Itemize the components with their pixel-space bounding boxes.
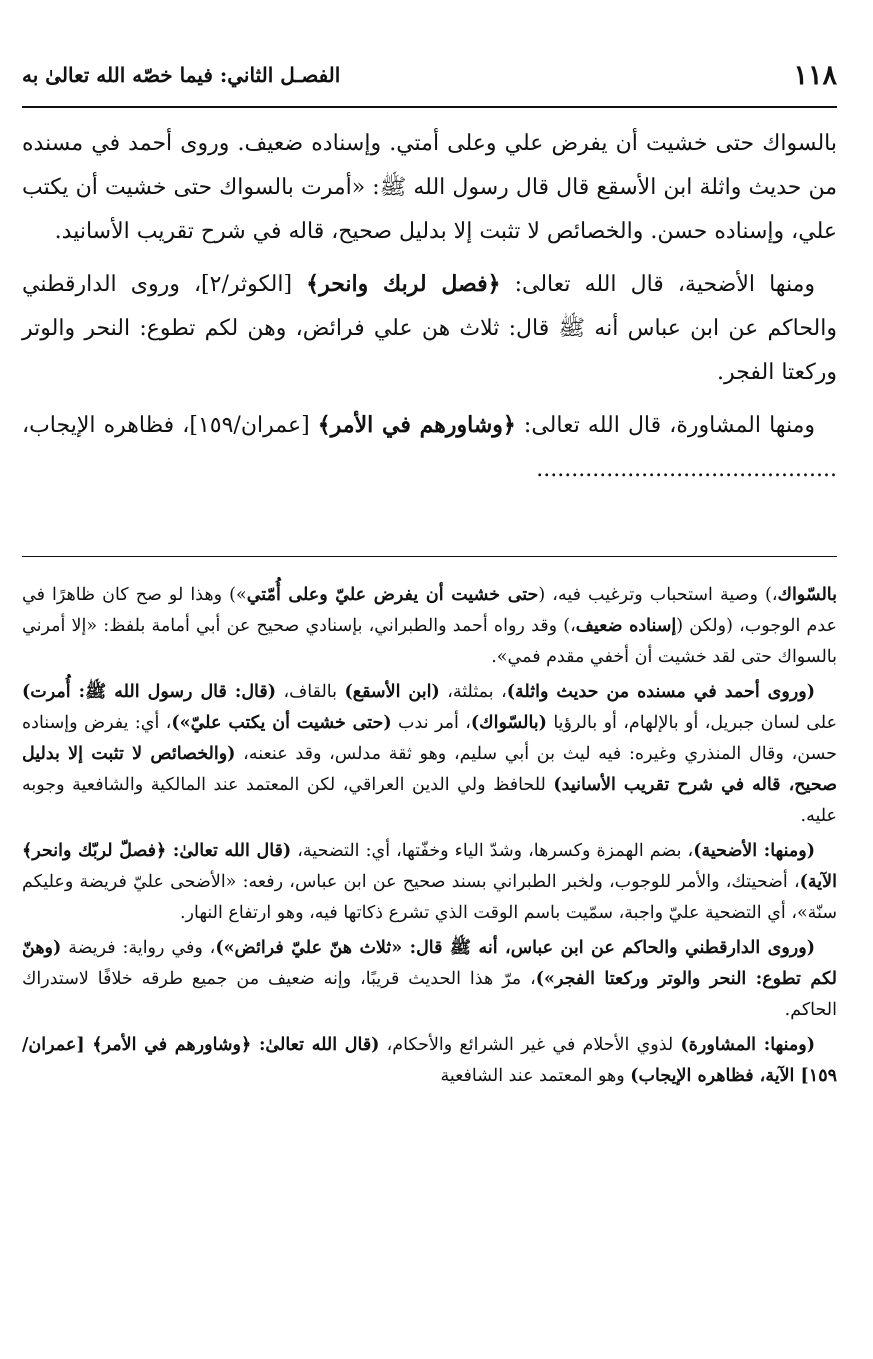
footnote-divider bbox=[22, 556, 837, 557]
commentary-paragraph: بالسّواك،) وصية استحباب وترغيب فيه، (حتى خشيت أن يفرض عليّ وعلى أُمّتي») وهذا لو صح كان ظاهرًا في عدم الوجوب، (ولكن (إسناده ضعيف،) وقد رواه أحمد والطبراني، بإسنادي صحيح عن أبي أمامة بلفظ: «إلا أمرني بالسواك حتى لقد خشيت أن أخفي مقدم فمي». bbox=[22, 585, 837, 667]
commentary-paragraph: (ومنها: المشاورة) لذوي الأحلام في غير الشرائع والأحكام، (قال الله تعالىٰ: ﴿وشاورهم في الأمر﴾ [عمران/ ١٥٩] الآية، فظاهره الإيجاب) وهو المعتمد عند الشافعية bbox=[22, 1035, 837, 1086]
main-paragraph: بالسواك حتى خشيت أن يفرض علي وعلى أمتي. وإسناده ضعيف. وروى أحمد في مسنده من حديث واثلة ابن الأسقع قال قال رسول الله ﷺ: «أمرت بالسواك حتى خشيت أن يكتب علي، وإسناده حسن. والخصائص لا تثبت إلا بدليل صحيح، قاله في شرح تقريب الأسانيد. bbox=[22, 131, 837, 244]
page-header bbox=[22, 48, 837, 98]
commentary-paragraph: (ومنها: الأضحية)، بضم الهمزة وكسرها، وشدّ الياء وخفّتها، أي: التضحية، (قال الله تعالىٰ: ﴿فصلّ لربّك وانحر﴾ الآية)، أضحيتك، والأمر للوجوب، ولخبر الطبراني بسند صحيح عن ابن عباس، رفعه: «الأضحى عليّ فريضة وعليكم سنّة»، أي التضحية عليّ واجبة، سمّيت باسم الوقت الذي تشرع ذكاتها فيه، وهو ارتفاع النهار. bbox=[22, 841, 837, 923]
commentary bbox=[22, 580, 837, 1096]
quran-verse: ﴿وشاورهم في الأمر﴾ bbox=[317, 412, 516, 438]
main-paragraph: ومنها المشاورة، قال الله تعالى: ﴿وشاورهم في الأمر﴾ [عمران/١٥٩]، فظاهره الإيجاب، ........................................... bbox=[22, 412, 837, 482]
main-text bbox=[22, 122, 837, 500]
commentary-paragraph: (وروى الدارقطني والحاكم عن ابن عباس، أنه ﷺ قال: «ثلاث هنّ عليّ فرائض»)، وفي رواية: فريضة (وهنّ لكم تطوع: النحر والوتر وركعتا الفجر»)، مرّ هذا الحديث قريبًا، وإنه ضعيف من جميع طرقه خلافًا لاستدراك الحاكم. bbox=[22, 938, 838, 1020]
page-number: ١١٨ bbox=[793, 60, 837, 91]
commentary-paragraph: (وروى أحمد في مسنده من حديث واثلة)، بمثلثة، (ابن الأسقع) بالقاف، (قال: قال رسول الله ﷺ: أُمرت) على لسان جبريل، أو بالإلهام، أو بالرؤيا (بالسّواك)، أمر ندب (حتى خشيت أن يكتب عليّ»)، أي: يفرض وإسناده حسن، وقال المنذري وغيره: فيه ليث بن أبي سليم، وهو ثقة مدلس، وقد عنعنه، (والخصائص لا تثبت إلا بدليل صحيح، قاله في شرح تقريب الأسانيد) للحافظ ولي الدين العراقي، لكن المعتمد عند المالكية والشافعية وجوبه عليه. bbox=[22, 682, 838, 826]
chapter-title: الفصـل الثاني: فيما خصّه الله تعالىٰ به bbox=[22, 63, 341, 87]
header-divider bbox=[22, 106, 837, 108]
main-paragraph: ومنها الأضحية، قال الله تعالى: ﴿فصل لربك وانحر﴾ [الكوثر/٢]، وروى الدارقطني والحاكم عن ابن عباس أنه ﷺ قال: ثلاث هن علي فرائض، وهن لكم تطوع: النحر والوتر وركعتا الفجر. bbox=[22, 271, 837, 385]
continuation-dots: ........................................... bbox=[536, 457, 837, 482]
quran-verse: ﴿فصل لربك وانحر﴾ bbox=[306, 271, 501, 297]
